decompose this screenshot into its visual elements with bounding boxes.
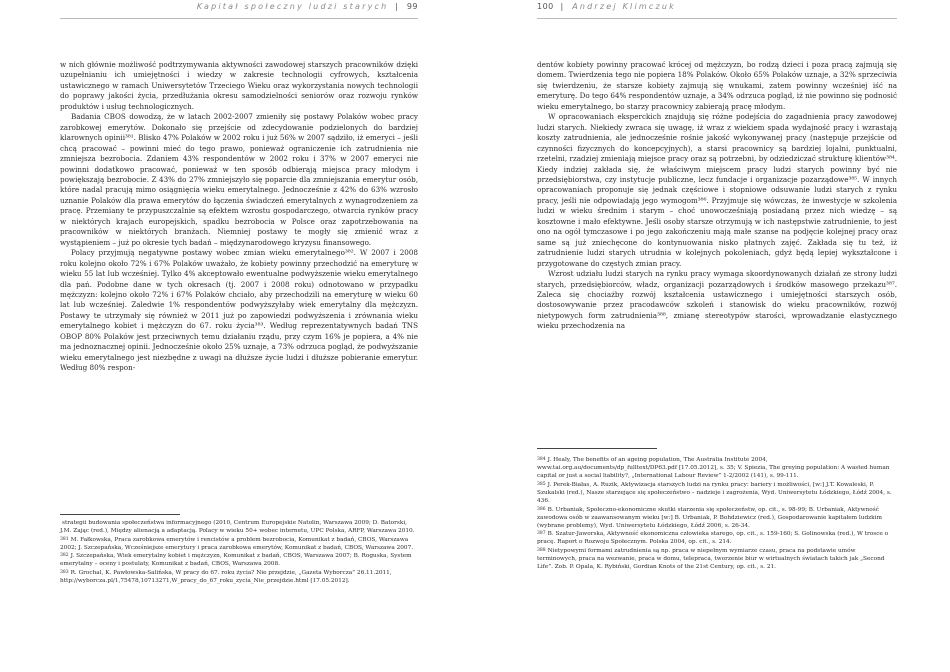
paragraph: Badania CBOS dowodzą, że w latach 2002-2007 zmieniły się postawy Polaków wobec pracy zarobkowej emerytów. Dokonało się przejście od zdecydowanie podzielonych do bardziej klarownych opinii³⁸¹. Blisko 47% Polaków w 2002 roku i już 56% w 2007 sądziło, iż emeryci – jeśli chcą pracować – powinni mieć do tego prawo, ponieważ ograniczenie ich zatrudnienia nie zmniejsza bezrobocia. Zdaniem 43% respondentów w 2002 roku i 37% w 2007 emeryci nie powinni dodatkowo pracować, ponieważ w ten sposób odbierają miejsca pracy młodym i powiększają bezrobocie. Z 43% do 27% zmniejszyło się poparcie dla zmniejszania emerytur osób, które nadal pracują mimo osiągnięcia wieku emerytalnego. Jednocześnie z 42% do 63% wzrosło uznanie Polaków dla prawa emerytów do łączenia świadczeń emerytalnych z wynagrodzeniem za pracę. Przemiany te przypuszczalnie są efektem wzrostu gospodarczego, otwarcia rynków pracy w niektórych krajach europejskich, spadku bezrobocia w Polsce oraz zapotrzebowania na pracowników w niektórych branżach. Niemniej postawy te mogły się zmienić wraz z wystąpieniem – już po okresie tych badań – międzynarodowego kryzysu finansowego. (60, 112, 418, 247)
footnote (60, 519, 418, 535)
footnotes (60, 519, 418, 585)
footnotes (537, 456, 897, 572)
footnote-number: 382 (60, 553, 69, 559)
footnote-text: R. Grochal, K. Pawłowska-Salińska, W pracy do 67. roku życia? Nie przejdzie, „Gazeta Wyborcza” 26.11.2011, http://wyborcza.pl/1,75478,10713271,W_pracy_do_67_roku_zycia_Nie_przejdzie.html [17.05.2012]. (60, 569, 392, 584)
footnote (60, 569, 418, 585)
running-head-separator: | (560, 2, 566, 11)
footnote-text: J. Healy, The benefits of an ageing population, The Australia Institute 2004, www.tai.org.au/documents/dp_fulltext/DP63.pdf [17.05.2012], s. 35; V. Spiezia, The greying population: A wasted human capital or just a social liability?, „International Labour Review” 1-2/2002 (141), s. 99-111. (537, 457, 890, 480)
footnote-number: 381 (60, 536, 69, 542)
footnote (537, 456, 897, 480)
page-number: 100 (537, 2, 554, 11)
running-head-author: Andrzej Klimczuk (572, 2, 676, 11)
footnote (60, 552, 418, 568)
footnote-text: Nietypowymi formami zatrudnienia są np. praca w niepełnym wymiarze czasu, praca na podstawie umów terminowych, praca na wezwanie, praca w domu, telepraca, tworzenie biur w wirtualnych światach takich jak „Second Life”. Zob. P. Opala, K. Rybiński, Gordian Knots of the 21st Century, op. cit., s. 21. (537, 547, 885, 571)
footnote-text: M. Fałkowska, Praca zarobkowa emerytów i rencistów a problem bezrobocia, Komunikat z badań, CBOS, Warszawa 2002; J. Szczepańska, Wcześniejsze emerytury i praca zarobkowa emerytów, Komunikat z badań, CBOS, Warszawa 2007. (60, 536, 414, 551)
footnote (537, 547, 897, 571)
running-head (537, 2, 676, 16)
footnote-number: 384 (537, 457, 546, 462)
footnote (60, 536, 418, 552)
body-text (537, 60, 897, 332)
paragraph: Polacy przyjmują negatywne postawy wobec zmian wieku emerytalnego³⁸². W 2007 i 2008 roku kolejno około 72% i 67% Polaków uważało, że kobiety powinny przechodzić na emeryturę w wieku 55 lat lub wcześniej. Tylko 4% akceptowało ewentualne podwyższenie wieku emerytalnego dla pań. Podobne dane w tych okresach (tj. 2007 i 2008 roku) odnotowano w przypadku mężczyzn: kolejno około 72% i 67% Polaków chciało, aby przechodzili na emeryturę w wieku 60 lat lub wcześniej. Zaledwie 1% respondentów podwyższyłaby wiek emerytalny dla mężczyzn. Postawy te utrzymały się również w 2011 już po zapowiedzi podwyższenia i zrównania wieku emerytalnego kobiet i mężczyzn do 67. roku życia³⁸³. Według reprezentatywnych badań TNS OBOP 80% Polaków jest przeciwnych temu działaniu rządu, przy czym 16% je popiera, a 4% nie ma jednoznacznej opinii. Jednocześnie około 25% uznaje, a 73% odrzuca pogląd, że podwyższanie wieku emerytalnego jest niezbędne z uwagi na dłuższe życie ludzi i dłuższe pobieranie emerytur. Według 80% respon- (60, 248, 418, 373)
footnote-text: strategii budowania społeczeństwa informacyjnego (2010, Centrum Europejskie Natolin, Warszawa 2009; D. Batorski, J.M. Zając (red.), Między alienacją a adaptacją. Polacy w wieku 50+ wobec internetu, UPC Polska, ARFP, Warszawa 2010. (60, 520, 415, 535)
footnote-rule (537, 448, 657, 449)
running-head-separator: | (395, 2, 401, 11)
right-page (537, 0, 897, 672)
paragraph: Wzrost udziału ludzi starych na rynku pracy wymaga skoordynowanych działań ze strony ludzi starych, przedsiębiorców, władz, organizacji pozarządowych i środków masowego przekazu³⁸⁷. Zaleca się chociażby rozwój kształcenia ustawicznego i umiejętności starszych osób, dostosowywanie przez pracodawców szkoleń i stanowisk do wieku pracowników, rozwój nietypowych form zatrudnienia³⁸⁸, zmianę stereotypów starości, wprowadzanie elastycznego wieku przechodzenia na (537, 269, 897, 331)
body-text (60, 60, 418, 374)
paragraph: dentów kobiety powinny pracować krócej od mężczyzn, bo rodzą dzieci i poza pracą zajmują się domem. Twierdzenia tego nie popiera 18% Polaków. Około 65% Polaków uznaje, a 32% sprzeciwia się twierdzeniu, że starsze kobiety zajmują się wnukami, zatem powinny wcześniej iść na emeryturę. Do tego 64% respondentów uznaje, a 34% odrzuca pogląd, iż nie powinno się podnosić wieku emerytalnego, bo starzy pracownicy zabierają pracę młodym. (537, 60, 897, 111)
footnote (537, 530, 897, 546)
paragraph: w nich głównie możliwość podtrzymywania aktywności zawodowej starszych pracowników dzięki uzupełnianiu ich umiejętności i wiedzy w zakresie technologii cyfrowych, kształcenia ustawicznego w ramach Uniwersytetów Trzeciego Wieku oraz wykorzystania nowych technologii do poprawy jakości życia, przedłużania okresu samodzielności seniorów oraz rozwoju rynków produktów i usług technologicznych. (60, 60, 418, 111)
header-rule (537, 18, 897, 19)
paragraph: W opracowaniach eksperckich znajdują się różne podejścia do zagadnienia pracy zawodowej ludzi starych. Niekiedy zwraca się uwagę, iż wraz z wiekiem spada wydajność pracy i wzrastają koszty zatrudnienia, ale jednocześnie rośnie jakość wykonywanej pracy (następuje przejście od czynności fizycznych do koncepcyjnych), a starsi pracownicy są bardziej lojalni, punktualni, rzetelni, rzadziej zmieniają miejsce pracy oraz są potrzebni, by odziedziczać strukturę klientów³⁸⁴. Kiedy indziej zakłada się, że właściwym miejscem pracy ludzi starych powinny być nie przedsiębiorstwa, czy instytucje publiczne, lecz fundacje i organizacje pozarządowe³⁸⁵. W innych opracowaniach proponuje się jednak częściowe i stopniowe odsuwanie ludzi starych z rynku pracy, jeśli nie odpowiadają jego wymogom³⁸⁶. Przyjmuje się wówczas, że inwestycje w szkolenia ludzi w wieku średnim i starym – choć unowocześniają posiadaną przez nich wiedzę – są kosztowne i mało efektywne. Jeśli osoby starsze otrzymują w ich następstwie zatrudnienie, to jest ono na ogół tymczasowe i po jego zakończeniu mają małe szanse na podjęcie kolejnej pracy oraz same są już zniechęcone do kontynuowania nisko płatnych zajęć. Zakłada się tu też, iż zatrudnienie ludzi starych utrudnia w kolejnych pokoleniach, gdyż będą lepiej wykształcone i przygotowane do częstych zmian pracy. (537, 112, 897, 268)
footnote-rule (60, 514, 180, 515)
running-head (197, 2, 418, 16)
header-rule (60, 18, 418, 19)
footnote-text: J. Szczepańska, Wiek emerytalny kobiet i mężczyzn, Komunikat z badań, CBOS, Warszawa 2007; B. Roguska, System emerytalny – oceny i postulaty, Komunikat z badań, CBOS, Warszawa 2008. (60, 553, 412, 568)
running-head-title: Kapitał społeczny ludzi starych (196, 2, 389, 11)
footnote-number: 383 (60, 569, 69, 575)
left-page (60, 0, 418, 672)
footnote-number: 386 (537, 506, 546, 512)
footnote (537, 506, 897, 530)
footnote-number: 385 (537, 481, 546, 487)
footnote (537, 481, 897, 505)
footnote-number: 388 (537, 547, 546, 553)
page-number: 99 (406, 2, 418, 11)
footnote-number: 387 (537, 531, 546, 537)
footnote-text: B. Urbaniak, Społeczno-ekonomiczne skutki starzenia się społeczeństw, op. cit., s. 98-99; B. Urbaniak, Aktywność zawodowa osób w zaawansowanym wieku [w:] B. Urbaniak, P. Bohdziewicz (red.), Gospodarowanie kapitałem ludzkim (wybrane problemy), Wyd. Uniwersytetu Łódzkiego, Łódź 2006, s. 26-34. (537, 506, 882, 529)
footnote-text: B. Szatur-Jaworska, Aktywność ekonomiczna człowieka starego, op. cit., s. 159-160; S. Golinowska (red.), W trosce o pracę. Raport o Rozwoju Społecznym. Polska 2004, op. cit., s. 214. (537, 531, 889, 546)
footnote-text: J. Perek-Białas, A. Ruzik, Aktywizacja starszych ludzi na rynku pracy: bariery i możliwości, [w:] J.T. Kowaleski, P. Szukalski (red.), Nasze starzejące się społeczeństwo – nadzieje i zagrożenia, Wyd. Uniwersytetu Łódzkiego, Łódź 2004, s. 436. (537, 481, 892, 505)
